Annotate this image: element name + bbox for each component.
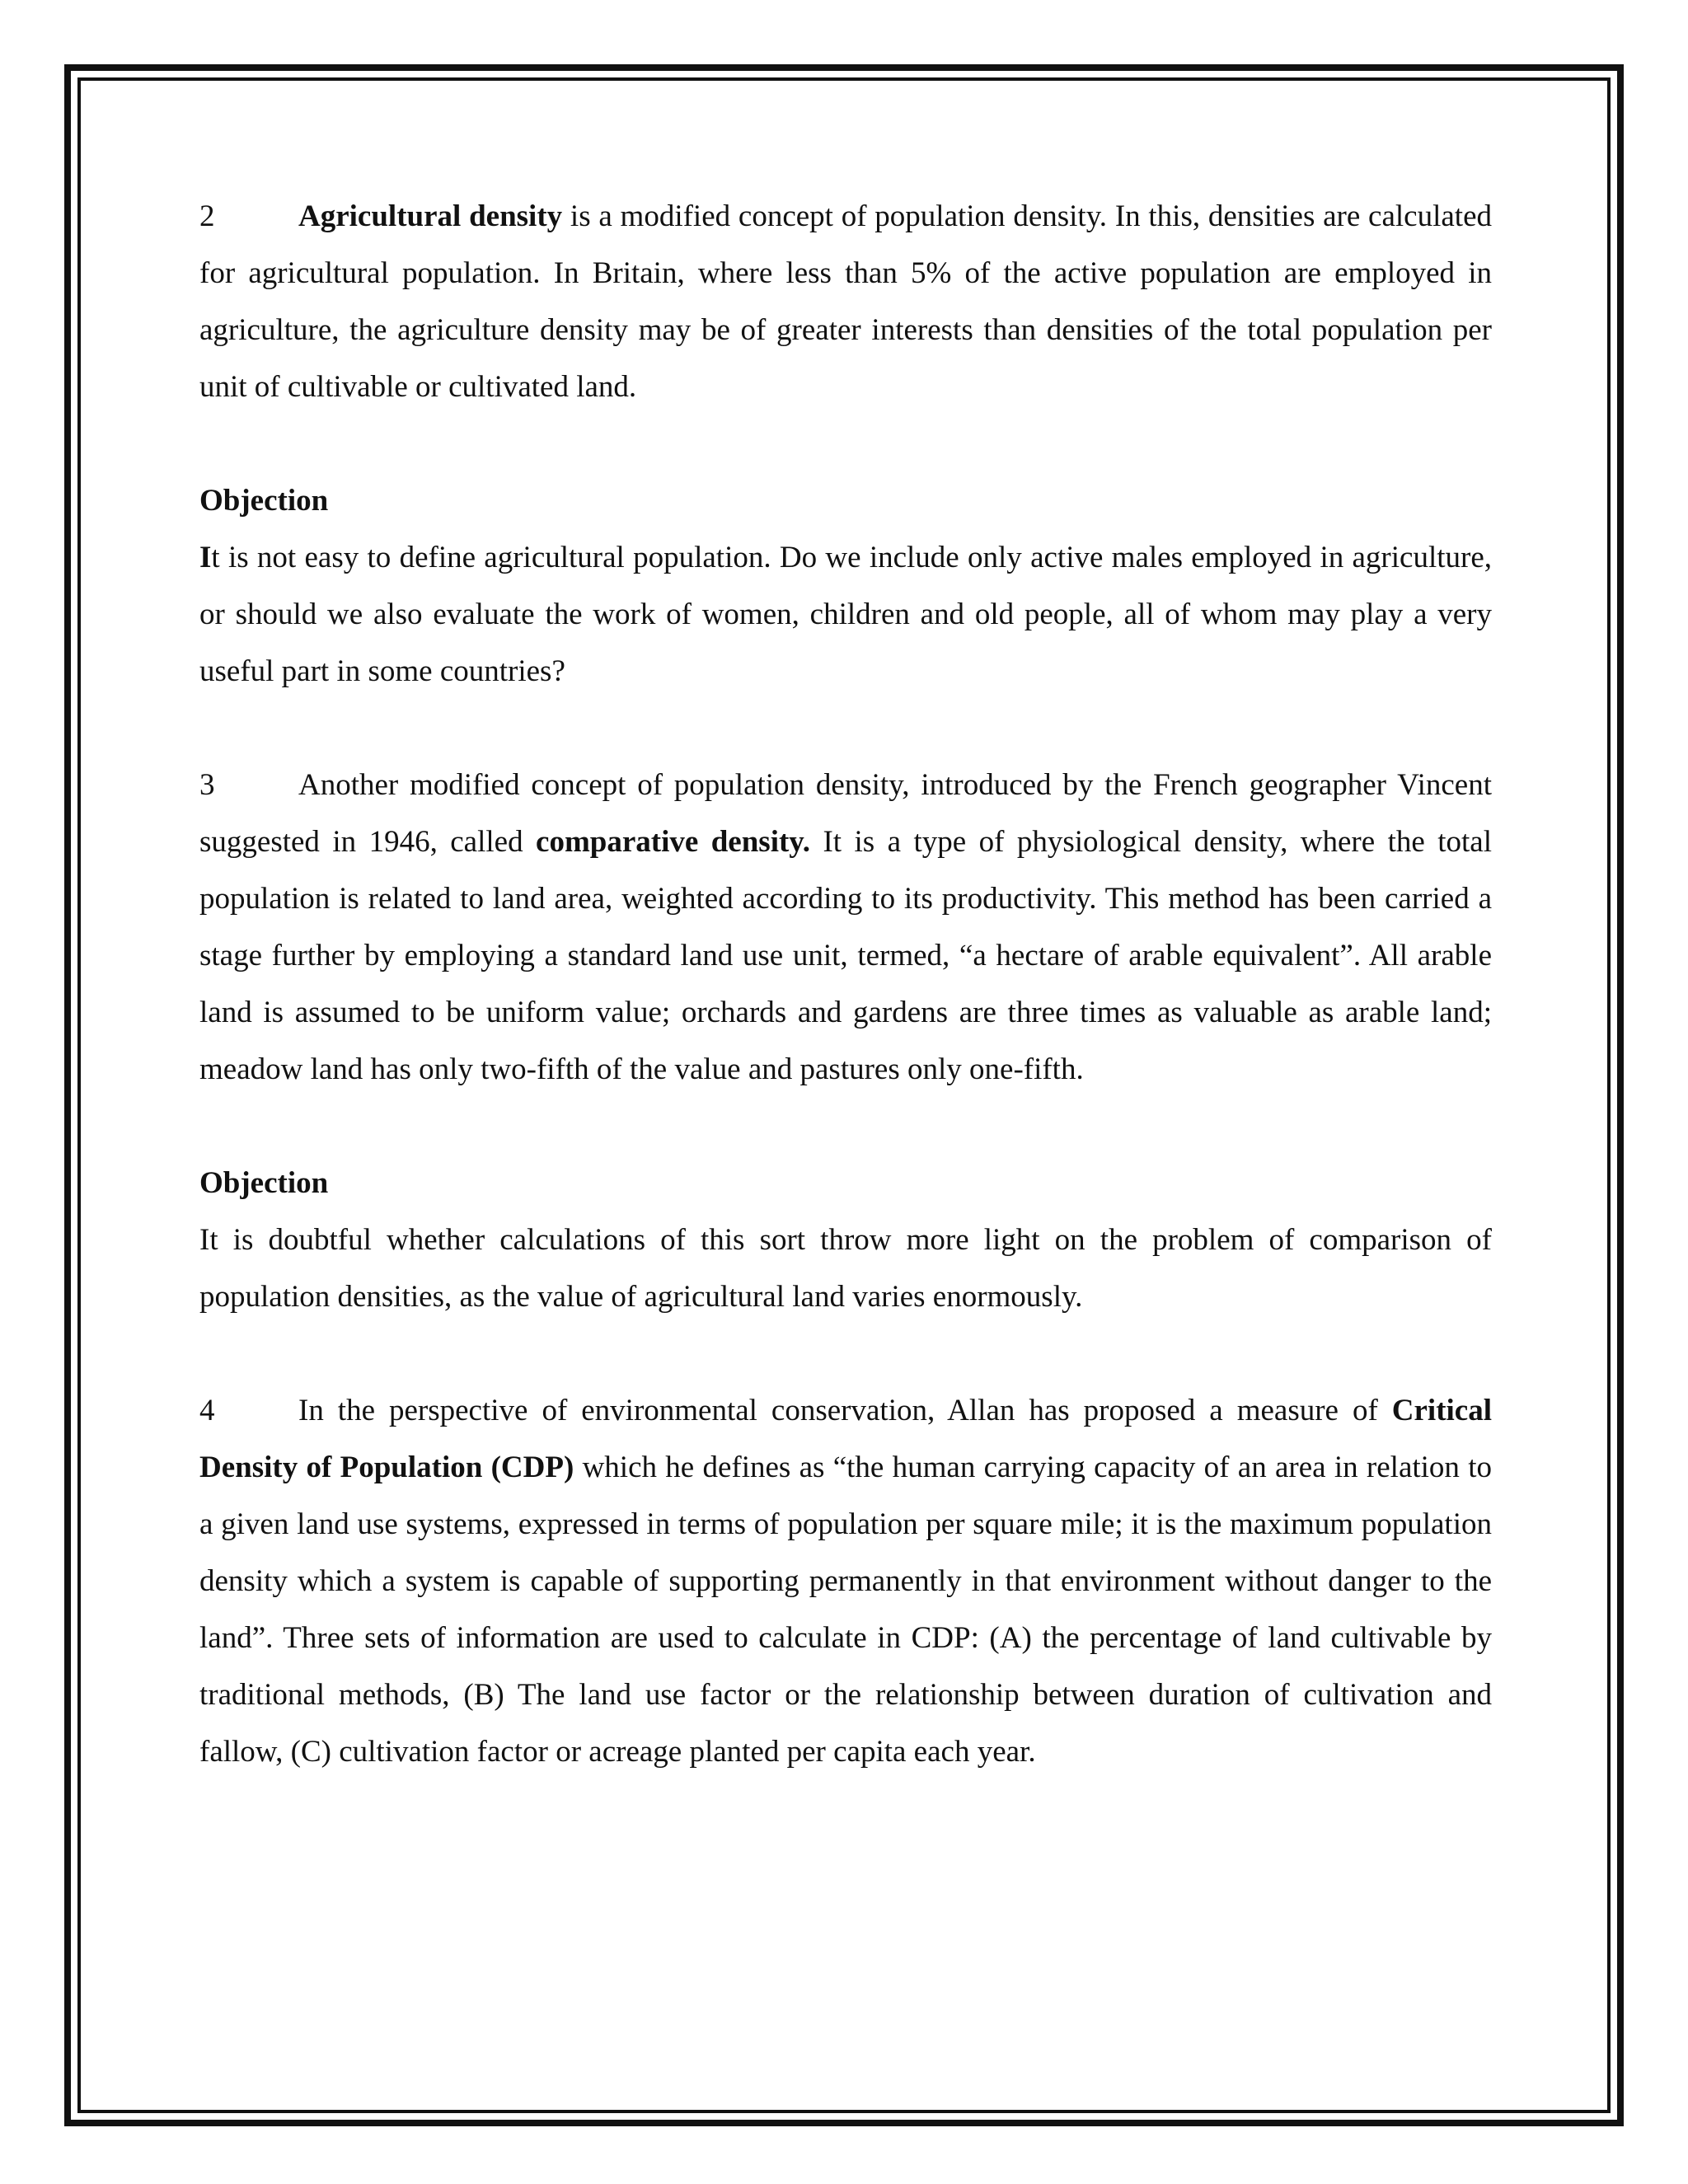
paragraph-objection-2 (199, 1212, 1492, 1325)
paragraph-text: which he defines as “the human carrying capacity of an area in relation to a given land use systems, expressed in terms of population per square mile; it is the maximum population density which a system is capable of supporting permanently in that environment without danger to the land”. Three sets of information are used to calculate in CDP: (A) the percentage of land cultivable by traditional methods, (B) The land use factor or the relationship between duration of cultivation and fallow, (C) cultivation factor or acreage planted per capita each year. (199, 1451, 1492, 1769)
paragraph-text: It is a type of physiological density, where the total population is related to land area, weighted according to its productivity. This method has been carried a stage further by employing a standard land use unit, termed, “a hectare of arable equivalent”. All arable land is assumed to be uniform value; orchards and gardens are three times as valuable as arable land; meadow land has only two-fifth of the value and pastures only one-fifth. (199, 825, 1493, 1086)
paragraph-text: Another modified concept of population density, introduced by the French geographer Vincent suggested in 1946, called (199, 768, 1492, 859)
section-number: 2 (199, 199, 215, 233)
term-comparative-density: comparative density. (536, 825, 811, 859)
paragraph-critical-density (199, 1382, 1492, 1780)
paragraph-agricultural-density (199, 188, 1492, 415)
objection-heading: Objection (199, 484, 329, 518)
paragraph-text: t is not easy to define agricultural population. Do we include only active males employed in agriculture, or should we also evaluate the work of women, children and old people, all of whom may play a very useful part in some countries? (199, 541, 1492, 688)
document-body (199, 188, 1492, 1780)
objection-heading: Objection (199, 1166, 329, 1200)
term-critical-density: Critical Density of Population (CDP) (199, 1394, 1492, 1484)
paragraph-text: is a modified concept of population density. In this, densities are calculated for agricultural population. In Britain, where less than 5% of the active population are employed in agriculture, the agriculture density may be of greater interests than densities of the total population per unit of cultivable or cultivated land. (199, 199, 1493, 404)
paragraph-text: In the perspective of environmental conservation, Allan has proposed a measure of (298, 1394, 1392, 1427)
paragraph-comparative-density (199, 757, 1492, 1098)
term-agricultural-density: Agricultural density (298, 199, 563, 233)
paragraph-text: It is doubtful whether calculations of this sort throw more light on the problem of comparison of population densities, as the value of agricultural land varies enormously. (199, 1223, 1492, 1314)
drop-initial: I (199, 541, 212, 574)
paragraph-objection-1 (199, 529, 1492, 700)
section-number: 4 (199, 1394, 215, 1427)
section-number: 3 (199, 768, 215, 802)
